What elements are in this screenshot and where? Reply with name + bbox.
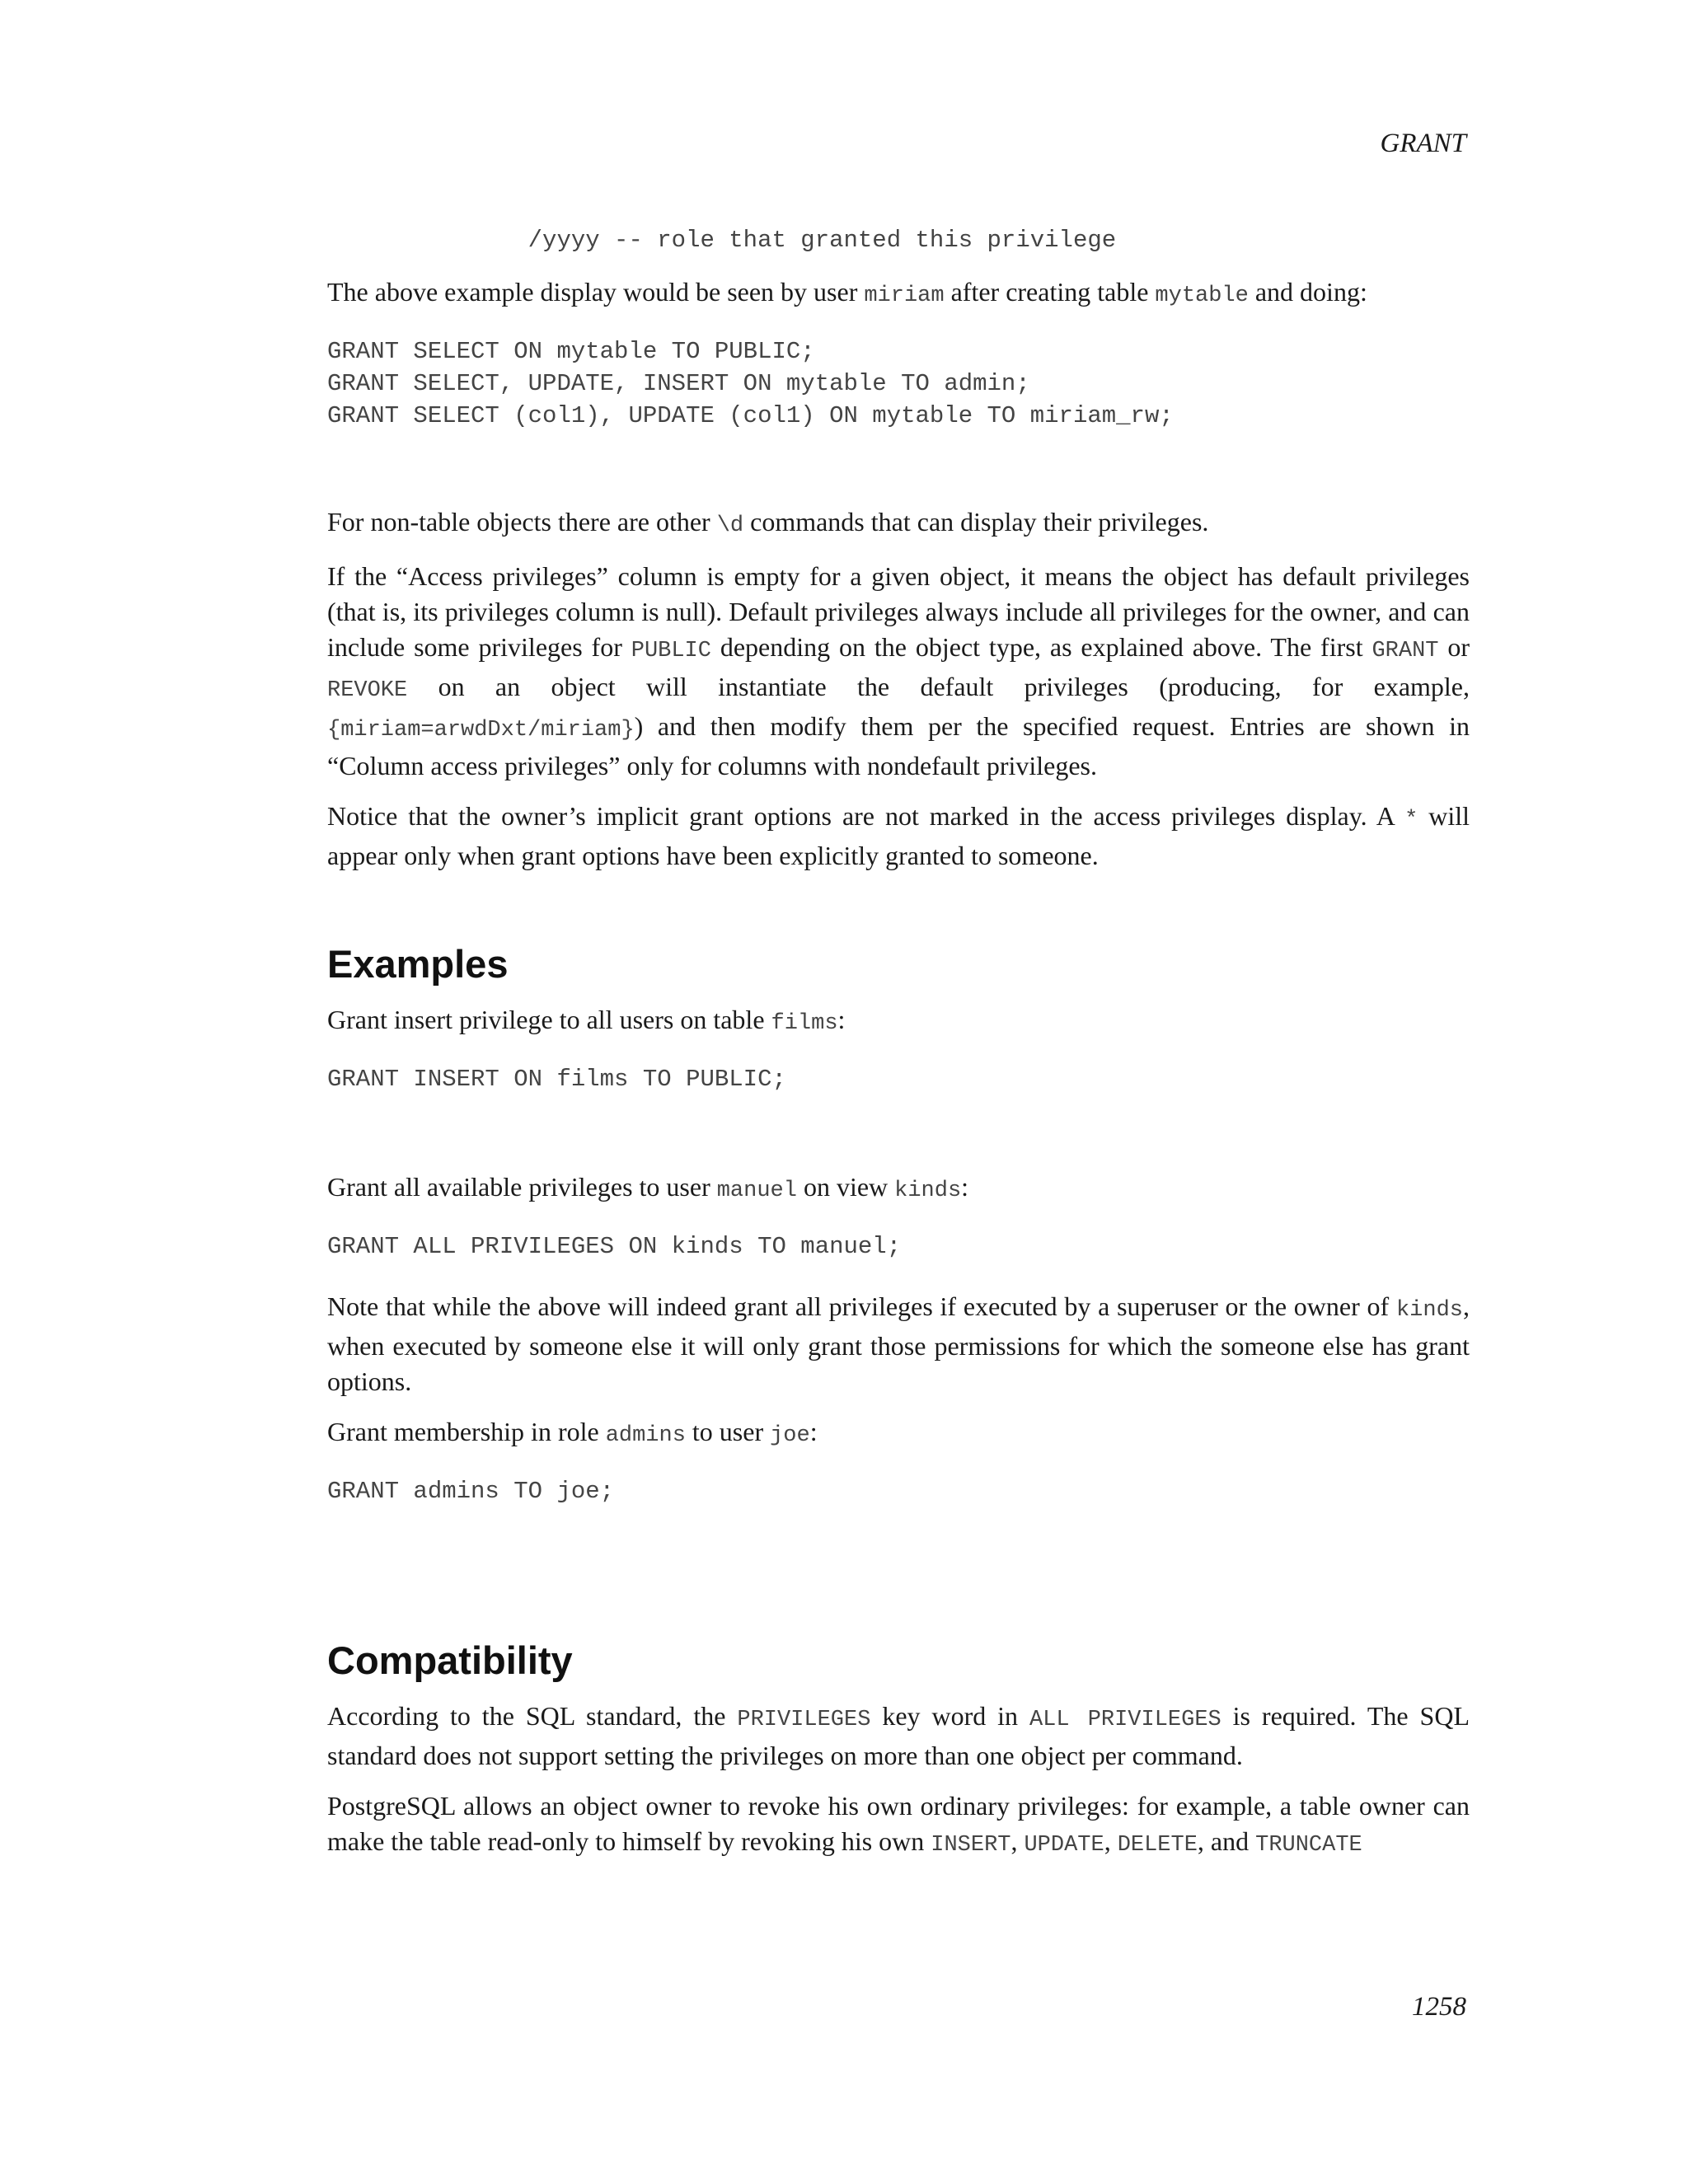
paragraph-empty-privileges: If the “Access privileges” column is empty for a given object, it means the object has default privileges (that is, its privileges column is null). Default privileges always include all privileges for the owner, and can include some privileges for PUBLIC depending on the object type, as explained above. The first GRANT or REVOKE on an object will instantiate the default privileges (producing, for example, {miriam=arwdDxt/miriam}) and then modify them per the specified request. Entries are shown in “Column access privileges” only for columns with nondefault privileges. bbox=[327, 561, 1470, 780]
code-example-2: GRANT ALL PRIVILEGES ON kinds TO manuel; bbox=[327, 1233, 902, 1260]
section-heading-examples: Examples bbox=[327, 942, 509, 986]
paragraph-example-2: Grant all available privileges to user manuel on view kinds: bbox=[327, 1172, 969, 1203]
paragraph-compat-2: PostgreSQL allows an object owner to revoke his own ordinary privileges: for example, a table owner can make the table read-only to himself by revoking his own INSERT, UPDATE, DELETE, and TRUNCATE bbox=[327, 1791, 1470, 1858]
code-block-grants: GRANT SELECT ON mytable TO PUBLIC; GRANT SELECT, UPDATE, INSERT ON mytable TO admin; GRANT SELECT (col1), UPDATE (col1) ON mytable TO miriam_rw; bbox=[327, 338, 1174, 429]
inline-code: PUBLIC bbox=[631, 639, 711, 663]
inline-code: films bbox=[771, 1011, 838, 1036]
inline-code: admins bbox=[605, 1423, 686, 1448]
inline-code: ALL PRIVILEGES bbox=[1029, 1708, 1221, 1732]
inline-code: UPDATE bbox=[1024, 1833, 1104, 1858]
paragraph-example-1: Grant insert privilege to all users on table films: bbox=[327, 1005, 846, 1036]
inline-code: {miriam=arwdDxt/miriam} bbox=[327, 718, 635, 743]
inline-code: DELETE bbox=[1117, 1833, 1198, 1858]
paragraph-example-display: The above example display would be seen by user miriam after creating table mytable and doing: bbox=[327, 277, 1367, 308]
code-continuation: /yyyy -- role that granted this privilege bbox=[327, 227, 1117, 254]
paragraph-notice: Notice that the owner’s implicit grant options are not marked in the access privileges display. A * will appear only when grant options have been explicitly granted to someone. bbox=[327, 801, 1470, 870]
inline-code: kinds bbox=[894, 1179, 962, 1203]
paragraph-example-3: Grant membership in role admins to user joe: bbox=[327, 1417, 818, 1448]
section-heading-compatibility: Compatibility bbox=[327, 1638, 573, 1682]
code-example-3: GRANT admins TO joe; bbox=[327, 1478, 615, 1505]
inline-code: mytable bbox=[1155, 284, 1249, 308]
page-number: 1258 bbox=[1412, 1992, 1466, 2022]
page-content bbox=[327, 224, 1470, 1878]
inline-code: * bbox=[1404, 808, 1418, 832]
inline-code: INSERT bbox=[931, 1833, 1011, 1858]
paragraph-note: Note that while the above will indeed grant all privileges if executed by a superuser or the owner of kinds, when executed by someone else it will only grant those permissions for which the someone else has grant options. bbox=[327, 1291, 1470, 1396]
inline-code: REVOKE bbox=[327, 678, 408, 703]
inline-code: GRANT bbox=[1372, 639, 1439, 663]
inline-code: kinds bbox=[1395, 1298, 1463, 1323]
inline-code: miriam bbox=[864, 284, 945, 308]
paragraph-nontable: For non-table objects there are other \d commands that can display their privileges. bbox=[327, 507, 1209, 538]
paragraph-compat-1: According to the SQL standard, the PRIVILEGES key word in ALL PRIVILEGES is required. The SQL standard does not support setting the privileges on more than one object per command. bbox=[327, 1701, 1470, 1770]
inline-code: manuel bbox=[716, 1179, 797, 1203]
code-example-1: GRANT INSERT ON films TO PUBLIC; bbox=[327, 1066, 786, 1093]
inline-code: joe bbox=[770, 1423, 810, 1448]
inline-code: PRIVILEGES bbox=[737, 1708, 871, 1732]
inline-code: \d bbox=[716, 513, 744, 538]
running-head: GRANT bbox=[1380, 129, 1466, 158]
inline-code: TRUNCATE bbox=[1255, 1833, 1362, 1858]
